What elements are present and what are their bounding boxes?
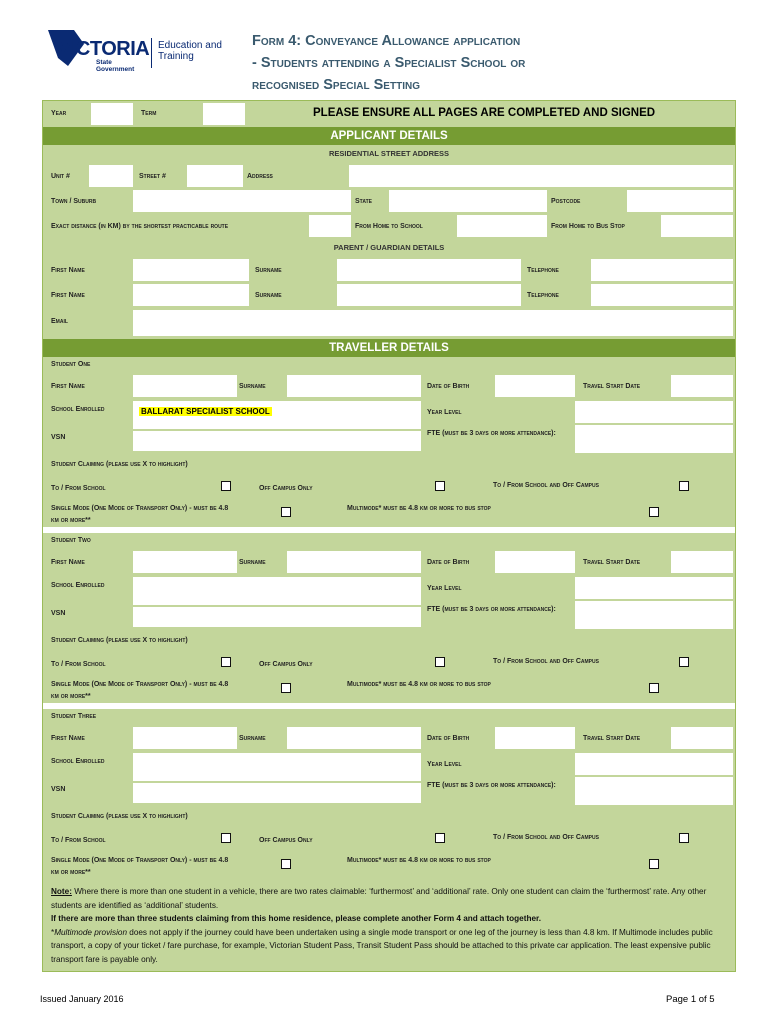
notice: PLEASE ENSURE ALL PAGES ARE COMPLETED AND SIGNED xyxy=(313,107,656,119)
town-input[interactable] xyxy=(133,190,351,212)
street-input[interactable] xyxy=(187,165,243,187)
s3-travel-start-input[interactable] xyxy=(671,727,733,749)
s3-single-mode-label: Single Mode (One Mode of Transport Only) - must be 4.8 km or more** xyxy=(51,857,229,876)
note-1: Where there is more than one student in a vehicle, there are two rates claimable: ‘furthermost’ and ‘additional’ rate. Only one student can claim the ‘furthermost’ rate. Any other students are identified as ‘additional’ students. xyxy=(51,887,707,910)
s3-to-from-label: To / From School xyxy=(51,837,106,844)
s1-heading: Student One xyxy=(51,361,91,368)
s2-fte-label: FTE (must be 3 days or more attendance): xyxy=(427,606,556,613)
s3-heading: Student Three xyxy=(51,713,97,720)
multimode-star: * xyxy=(51,927,55,937)
home-school-label: From Home to School xyxy=(355,223,423,230)
note-2: If there are more than three students claiming from this home residence, please complete another Form 4 and attach together. xyxy=(51,914,542,923)
state-input[interactable] xyxy=(389,190,547,212)
parent2-tel-input[interactable] xyxy=(591,284,733,306)
s3-off-campus-label: Off Campus Only xyxy=(259,837,313,844)
unit-input[interactable] xyxy=(89,165,133,187)
s1-single-mode-label: Single Mode (One Mode of Transport Only) - must be 4.8 km or more** xyxy=(51,505,229,524)
s1-first-label: First Name xyxy=(51,383,85,390)
traveller-heading: TRAVELLER DETAILS xyxy=(43,339,735,357)
s1-dob-input[interactable] xyxy=(495,375,575,397)
parent1-first-input[interactable] xyxy=(133,259,249,281)
s2-dob-label: Date of Birth xyxy=(427,559,470,566)
s1-school-value: BALLARAT SPECIALIST SCHOOL xyxy=(141,407,270,416)
s3-first-label: First Name xyxy=(51,735,85,742)
s3-multimode-checkbox[interactable] xyxy=(649,859,659,869)
s2-school-input[interactable] xyxy=(133,577,421,605)
s2-single-mode-checkbox[interactable] xyxy=(281,683,291,693)
s3-to-from-campus-label: To / From School and Off Campus xyxy=(493,834,599,841)
street-label: Street # xyxy=(139,173,166,180)
address-input[interactable] xyxy=(349,165,733,187)
s1-multimode-checkbox[interactable] xyxy=(649,507,659,517)
title-line-1: Form 4: Conveyance Allowance application xyxy=(252,33,521,49)
s1-year-level-input[interactable] xyxy=(575,401,733,423)
logo-state: VICTORIA xyxy=(58,38,150,60)
s2-travel-start-label: Travel Start Date xyxy=(583,559,641,566)
logo-divider xyxy=(151,38,152,68)
parent2-surname-label: Surname xyxy=(255,292,282,299)
s3-claiming-label: Student Claiming (please use X to highlight) xyxy=(51,813,188,820)
s3-surname-input[interactable] xyxy=(287,727,421,749)
term-label: Term xyxy=(141,110,157,117)
logo-sub: State Government xyxy=(96,59,135,73)
s1-surname-label: Surname xyxy=(239,383,266,390)
parent1-first-label: First Name xyxy=(51,267,85,274)
applicant-heading: APPLICANT DETAILS xyxy=(43,127,735,145)
note-3: does not apply if the journey could have been undertaken using a single mode transport or one leg of the journey is less than 4.8 km. If Multimode includes public transport, a copy of your ticket / fare purchase, for example, Victorian Student Pass, Transit Student Pass should be attached to this private car application. The least expensive public transport fare is payable only. xyxy=(51,927,713,964)
s3-dob-input[interactable] xyxy=(495,727,575,749)
residential-heading: RESIDENTIAL STREET ADDRESS xyxy=(43,145,735,163)
s3-off-campus-checkbox[interactable] xyxy=(435,833,445,843)
s3-travel-start-label: Travel Start Date xyxy=(583,735,641,742)
s1-fte-label: FTE (must be 3 days or more attendance): xyxy=(427,430,556,437)
s1-single-mode-checkbox[interactable] xyxy=(281,507,291,517)
s1-multimode-label: Multimode* must be 4.8 km or more to bus stop xyxy=(347,505,491,512)
s1-to-from-campus-checkbox[interactable] xyxy=(679,481,689,491)
page-number: Page 1 of 5 xyxy=(666,994,715,1005)
s3-dob-label: Date of Birth xyxy=(427,735,470,742)
distance-input[interactable] xyxy=(309,215,351,237)
email-input[interactable] xyxy=(133,310,733,336)
s2-multimode-checkbox[interactable] xyxy=(649,683,659,693)
s2-single-mode-label: Single Mode (One Mode of Transport Only) - must be 4.8 km or more** xyxy=(51,681,229,700)
town-label: Town / Suburb xyxy=(51,198,97,205)
s1-school-label: School Enrolled xyxy=(51,406,105,413)
s3-vsn-input[interactable] xyxy=(133,783,421,803)
s2-first-label: First Name xyxy=(51,559,85,566)
s1-to-from-campus-label: To / From School and Off Campus xyxy=(493,482,599,489)
victoria-logo xyxy=(46,26,226,76)
parent1-tel-label: Telephone xyxy=(527,267,559,274)
s3-year-level-label: Year Level xyxy=(427,761,462,768)
s1-travel-start-label: Travel Start Date xyxy=(583,383,641,390)
s1-to-from-label: To / From School xyxy=(51,485,106,492)
s3-vsn-label: VSN xyxy=(51,786,66,793)
s2-vsn-label: VSN xyxy=(51,610,66,617)
s1-fte-input[interactable] xyxy=(575,425,733,453)
s2-heading: Student Two xyxy=(51,537,91,544)
s2-year-level-label: Year Level xyxy=(427,585,462,592)
s1-first-input[interactable] xyxy=(133,375,237,397)
s3-fte-input[interactable] xyxy=(575,777,733,805)
parent-heading: PARENT / GUARDIAN DETAILS xyxy=(43,239,735,257)
year-input[interactable] xyxy=(91,103,133,125)
s2-first-input[interactable] xyxy=(133,551,237,573)
state-label: State xyxy=(355,198,372,205)
parent2-first-input[interactable] xyxy=(133,284,249,306)
notes xyxy=(51,885,731,966)
s1-surname-input[interactable] xyxy=(287,375,421,397)
s1-vsn-label: VSN xyxy=(51,434,66,441)
s3-single-mode-checkbox[interactable] xyxy=(281,859,291,869)
parent2-first-label: First Name xyxy=(51,292,85,299)
multimode-label: Multimode provision xyxy=(54,927,127,937)
s2-school-label: School Enrolled xyxy=(51,582,105,589)
s2-off-campus-checkbox[interactable] xyxy=(435,657,445,667)
distance-label: Exact distance (in KM) by the shortest practicable route xyxy=(51,223,229,230)
s3-school-label: School Enrolled xyxy=(51,758,105,765)
s1-to-from-checkbox[interactable] xyxy=(221,481,231,491)
postcode-label: Postcode xyxy=(551,198,581,205)
s1-year-level-label: Year Level xyxy=(427,409,462,416)
s2-to-from-campus-checkbox[interactable] xyxy=(679,657,689,667)
s3-first-input[interactable] xyxy=(133,727,237,749)
s1-off-campus-label: Off Campus Only xyxy=(259,485,313,492)
s3-multimode-label: Multimode* must be 4.8 km or more to bus stop xyxy=(347,857,491,864)
form-title xyxy=(252,30,722,96)
home-bus-label: From Home to Bus Stop xyxy=(551,223,625,230)
parent2-surname-input[interactable] xyxy=(337,284,521,306)
note-label: Note: xyxy=(51,887,72,896)
issued-date: Issued January 2016 xyxy=(40,994,124,1004)
s2-surname-input[interactable] xyxy=(287,551,421,573)
form-frame xyxy=(42,100,736,972)
s1-vsn-input[interactable] xyxy=(133,431,421,451)
parent1-tel-input[interactable] xyxy=(591,259,733,281)
s3-school-input[interactable] xyxy=(133,753,421,781)
s2-fte-input[interactable] xyxy=(575,601,733,629)
address-label: Address xyxy=(247,173,273,180)
s3-year-level-input[interactable] xyxy=(575,753,733,775)
s2-to-from-campus-label: To / From School and Off Campus xyxy=(493,658,599,665)
s2-surname-label: Surname xyxy=(239,559,266,566)
s2-to-from-label: To / From School xyxy=(51,661,106,668)
s1-off-campus-checkbox[interactable] xyxy=(435,481,445,491)
s2-vsn-input[interactable] xyxy=(133,607,421,627)
s2-off-campus-label: Off Campus Only xyxy=(259,661,313,668)
s3-to-from-campus-checkbox[interactable] xyxy=(679,833,689,843)
s1-travel-start-input[interactable] xyxy=(671,375,733,397)
logo-dept: Education and Training xyxy=(158,40,222,62)
s2-to-from-checkbox[interactable] xyxy=(221,657,231,667)
term-input[interactable] xyxy=(203,103,245,125)
s2-dob-input[interactable] xyxy=(495,551,575,573)
unit-label: Unit # xyxy=(51,173,70,180)
s3-fte-label: FTE (must be 3 days or more attendance): xyxy=(427,782,556,789)
s3-surname-label: Surname xyxy=(239,735,266,742)
postcode-input[interactable] xyxy=(627,190,733,212)
title-line-2: - Students attending a Specialist School or xyxy=(252,55,526,71)
s1-dob-label: Date of Birth xyxy=(427,383,470,390)
home-school-input[interactable] xyxy=(457,215,547,237)
s2-claiming-label: Student Claiming (please use X to highlight) xyxy=(51,637,188,644)
s2-multimode-label: Multimode* must be 4.8 km or more to bus stop xyxy=(347,681,491,688)
home-bus-input[interactable] xyxy=(661,215,733,237)
s3-to-from-checkbox[interactable] xyxy=(221,833,231,843)
title-line-3: recognised Special Setting xyxy=(252,77,420,93)
parent1-surname-label: Surname xyxy=(255,267,282,274)
parent1-surname-input[interactable] xyxy=(337,259,521,281)
s1-claiming-label: Student Claiming (please use X to highlight) xyxy=(51,461,188,468)
year-label: Year xyxy=(51,110,67,117)
s2-travel-start-input[interactable] xyxy=(671,551,733,573)
parent2-tel-label: Telephone xyxy=(527,292,559,299)
email-label: Email xyxy=(51,318,68,325)
s2-year-level-input[interactable] xyxy=(575,577,733,599)
